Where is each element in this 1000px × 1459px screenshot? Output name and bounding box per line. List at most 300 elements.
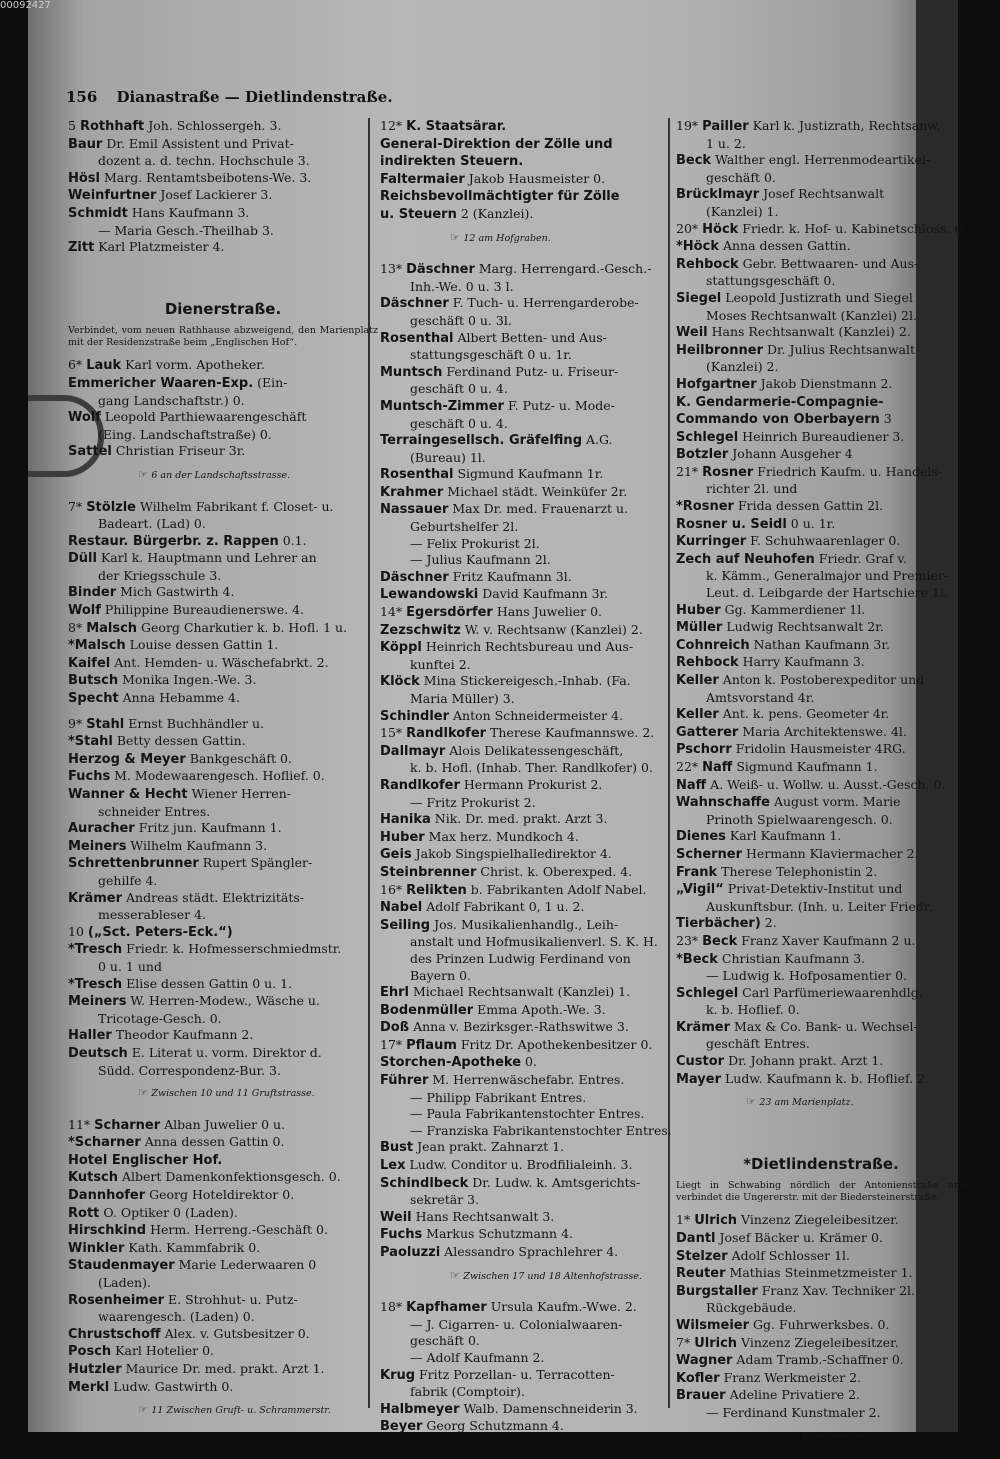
entry-name: *Beck	[676, 951, 718, 967]
entry-details: Fritz Dr. Apothekenbesitzer 0.	[460, 1036, 653, 1052]
directory-entry	[676, 533, 966, 551]
entry-name: Tierbächer)	[676, 916, 761, 932]
entry-details: Franz Xaver Kaufmann 2 u.	[741, 932, 916, 948]
cross-reference	[68, 467, 378, 485]
directory-entry	[380, 1019, 685, 1037]
entry-name: Baur	[68, 136, 103, 152]
entry-details: Gebr. Bettwaaren- und Aus-	[742, 255, 919, 271]
cross-reference	[68, 1402, 378, 1420]
entry-continuation: Tricotage-Gesch. 0.	[98, 1010, 222, 1026]
entry-details: Markus Schutzmann 4.	[426, 1226, 573, 1242]
pointing-hand-icon: ☞	[450, 1268, 464, 1282]
entry-details: Adeline Privatiere 2.	[729, 1387, 860, 1403]
entry-continuation: k. Kämm., Generalmajor und Premier-	[706, 568, 949, 584]
entry-continuation: geschäft 0 u. 4.	[410, 415, 508, 431]
directory-entry	[676, 706, 966, 724]
directory-entry	[68, 602, 378, 620]
directory-entry	[68, 993, 378, 1011]
entry-details: Michael Rechtsanwalt (Kanzlei) 1.	[413, 984, 631, 1000]
entry-name: u. Steuern	[380, 206, 457, 222]
entry-details: Christian Kaufmann 3.	[721, 950, 866, 966]
entry-name: Specht	[68, 691, 119, 707]
entry-details: Anna v. Bezirksger.-Rathswitwe 3.	[413, 1019, 629, 1035]
entry-details: M. Herrenwäschefabr. Entres.	[432, 1072, 625, 1088]
entry-name: Nabel	[380, 900, 423, 916]
street-description: Liegt in Schwabing nördlich der Antonienstraße und verbindet die Ungererstr. mit der Biedersteinerstraße.	[676, 1180, 966, 1204]
entry-name: Krahmer	[380, 484, 444, 500]
entry-details: Theodor Kaufmann 2.	[115, 1027, 254, 1043]
entry-details: Marg. Rentamtsbeibotens-We. 3.	[104, 169, 312, 185]
directory-entry	[380, 864, 685, 882]
entry-details: Ludw. Conditor u. Brodfilialeinh. 3.	[409, 1157, 633, 1173]
entry-name: Scherner	[676, 846, 743, 862]
entry-name: Bodenmüller	[380, 1002, 474, 1018]
directory-entry	[676, 516, 966, 534]
entry-details: A. Weiß- u. Wollw. u. Ausst.-Gesch. 0.	[710, 776, 946, 792]
entry-name: Mayer	[676, 1071, 722, 1087]
entry-name: Hofgartner	[676, 376, 757, 392]
cross-reference-text: Zwischen 10 und 11 Gruftstrasse.	[151, 1088, 315, 1100]
entry-name: Rehbock	[676, 655, 739, 671]
entry-name: Ulrich	[694, 1213, 738, 1229]
entry-continuation: Moses Rechtsanwalt (Kanzlei) 2l.	[706, 307, 917, 323]
directory-entry	[676, 464, 966, 482]
entry-name: Führer	[380, 1073, 429, 1089]
directory-entry	[68, 637, 378, 655]
page-header	[66, 88, 393, 106]
directory-entry	[676, 672, 966, 690]
entry-name: Sattel	[68, 444, 112, 460]
entry-name: Nassauer	[380, 502, 449, 518]
entry-continuation: Südd. Correspondenz-Bur. 3.	[98, 1062, 281, 1078]
house-number: 16*	[380, 881, 403, 897]
entry-name: Malsch	[86, 620, 138, 636]
directory-entry	[68, 1169, 378, 1187]
entry-details: Fritz jun. Kaufmann 1.	[138, 820, 282, 836]
directory-entry	[380, 1299, 685, 1317]
directory-entry	[68, 499, 378, 517]
directory-entry	[380, 586, 685, 604]
entry-continuation: Amtsvorstand 4r.	[706, 689, 815, 705]
directory-entry	[68, 768, 378, 786]
entry-name: Brücklmayr	[676, 187, 760, 203]
directory-entry	[676, 741, 966, 759]
entry-name: Naff	[702, 759, 733, 775]
entry-continuation: — Felix Prokurist 2l.	[410, 535, 540, 551]
directory-entry	[380, 984, 685, 1002]
entry-details: Privat-Detektiv-Institut und	[727, 881, 903, 897]
entry-name: Deutsch	[68, 1045, 128, 1061]
entry-name: Müller	[676, 620, 723, 636]
entry-details: Marg. Herrengard.-Gesch.-	[478, 261, 652, 277]
entry-continuation: anstalt und Hofmusikalienverl. S. K. H.	[410, 934, 658, 950]
house-number: 11*	[68, 1116, 91, 1132]
entry-name: Gatterer	[676, 724, 739, 740]
entry-name: Merkl	[68, 1379, 110, 1395]
entry-details: Hans Rechtsanwalt 3.	[415, 1208, 555, 1224]
entry-details: Anna Hebamme 4.	[122, 690, 240, 706]
directory-entry	[676, 186, 966, 204]
directory-entry	[380, 398, 685, 416]
entry-name: Köppl	[380, 640, 422, 656]
entry-name: Rosner u. Seidl	[676, 516, 787, 532]
directory-entry	[68, 672, 378, 690]
entry-name: Beck	[676, 153, 712, 169]
entry-continuation: sekretär 3.	[410, 1192, 480, 1208]
entry-details: Walb. Damenschneiderin 3.	[463, 1400, 638, 1416]
entry-details: Leopold Parthiewaarengeschäft	[104, 409, 307, 425]
entry-continuation: stattungsgeschäft 0.	[706, 273, 836, 289]
entry-name: Schlegel	[676, 985, 739, 1001]
directory-entry	[68, 1027, 378, 1045]
entry-details: Max & Co. Bank- u. Wechsel-	[734, 1018, 918, 1034]
entry-name: *Scharner	[68, 1135, 141, 1151]
entry-details: F. Putz- u. Mode-	[507, 397, 615, 413]
directory-entry	[380, 1226, 685, 1244]
cross-reference	[380, 1268, 685, 1286]
spacer	[68, 708, 378, 716]
directory-entry	[380, 1054, 685, 1072]
directory-entry	[676, 724, 966, 742]
entry-details: David Kaufmann 3r.	[482, 586, 609, 602]
entry-name: indirekten Steuern.	[380, 154, 524, 170]
entry-details: Emma Apoth.-We. 3.	[477, 1001, 606, 1017]
entry-continuation: geschäft 0 u. 4.	[410, 381, 508, 397]
directory-entry	[676, 1317, 966, 1335]
house-number: 6*	[68, 357, 83, 373]
entry-details: Dr. Emil Assistent und Privat-	[106, 135, 294, 151]
entry-name: Ehrl	[380, 985, 410, 1001]
directory-entry	[380, 261, 685, 279]
entry-details: Elise dessen Gattin 0 u. 1.	[126, 975, 293, 991]
house-number: 18*	[380, 1299, 403, 1315]
entry-continuation: — Franziska Fabrikantenstochter Entres.	[410, 1122, 672, 1138]
entry-name: Kaifel	[68, 655, 111, 671]
entry-name: Kurringer	[676, 534, 747, 550]
entry-details: Andreas städt. Elektrizitäts-	[126, 889, 304, 905]
entry-details: Herm. Herreng.-Geschäft 0.	[150, 1222, 328, 1238]
entry-continuation: gehilfe 4.	[98, 872, 158, 888]
entry-name: Restaur. Bürgerbr. z. Rappen	[68, 533, 279, 549]
entry-details: Therese Kaufmannswe. 2.	[490, 725, 655, 741]
entry-continuation: — Ferdinand Kunstmaler 2.	[706, 1404, 881, 1420]
directory-entry	[68, 690, 378, 708]
entry-name: Ulrich	[694, 1335, 738, 1351]
directory-entry	[380, 622, 685, 640]
house-number: 7*	[676, 1334, 691, 1350]
entry-name: Dienes	[676, 829, 726, 845]
entry-details: O. Optiker 0 (Laden).	[103, 1204, 238, 1220]
entry-name: Dallmayr	[380, 743, 446, 759]
entry-name: *Tresch	[68, 942, 123, 958]
entry-continuation: Auskunftsbur. (Inh. u. Leiter Friedr.	[706, 898, 933, 914]
directory-entry	[676, 794, 966, 812]
entry-continuation: — Ludwig k. Hofposamentier 0.	[706, 968, 908, 984]
directory-entry	[676, 654, 966, 672]
entry-name: Stahl	[86, 716, 125, 732]
entry-details: Kath. Kammfabrik 0.	[128, 1239, 261, 1255]
house-number: 15*	[380, 725, 403, 741]
entry-name: Däschner	[406, 262, 475, 278]
entry-details: Vinzenz Ziegeleibesitzer.	[741, 1212, 899, 1228]
entry-details: August vorm. Marie	[773, 794, 901, 810]
directory-entry	[676, 411, 966, 429]
directory-entry	[68, 170, 378, 188]
directory-entry	[380, 917, 685, 935]
entry-name: Wanner & Hecht	[68, 787, 188, 802]
entry-continuation: geschäft 0.	[410, 1333, 480, 1349]
entry-name: Fuchs	[68, 769, 111, 785]
entry-details: Jakob Singspielhalledirektor 4.	[415, 846, 612, 862]
house-number: 8*	[68, 619, 83, 635]
directory-entry	[68, 584, 378, 602]
entry-details: Fritz Kaufmann 3l.	[452, 568, 572, 584]
directory-entry	[380, 1139, 685, 1157]
cross-reference-text: 23 am Marienplatz.	[759, 1097, 854, 1109]
directory-entry	[676, 637, 966, 655]
entry-details: Adam Tramb.-Schaffner 0.	[736, 1352, 904, 1368]
entry-name: Steinbrenner	[380, 864, 477, 880]
pointing-hand-icon: ☞	[138, 467, 152, 481]
entry-name: Siegel	[676, 290, 722, 306]
entry-details: Jos. Musikalienhandlg., Leih-	[434, 916, 619, 932]
directory-entry	[380, 364, 685, 382]
entry-name: Rehbock	[676, 256, 739, 272]
directory-entry	[68, 1117, 378, 1135]
entry-name: Paoluzzi	[380, 1245, 441, 1260]
directory-entry	[68, 1152, 378, 1170]
entry-details: Heinrich Bureaudiener 3.	[742, 428, 905, 444]
entry-details: Wilhelm Kaufmann 3.	[130, 837, 268, 853]
page-number: 156	[66, 88, 98, 106]
entry-details: Hans Juwelier 0.	[496, 604, 603, 620]
entry-continuation: Leut. d. Leibgarde der Hartschiere 1l.	[706, 585, 948, 601]
entry-details: Albert Betten- und Aus-	[457, 329, 607, 345]
entry-details: Harry Kaufmann 3.	[742, 654, 865, 670]
house-number: 17*	[380, 1036, 403, 1052]
entry-name: Huber	[380, 829, 425, 845]
entry-name: Schindler	[380, 708, 450, 724]
pointing-hand-icon: ☞	[450, 230, 464, 244]
entry-details: Walther engl. Herrenmodeartikel-	[715, 152, 931, 168]
entry-continuation: waarengesch. (Laden) 0.	[98, 1309, 255, 1325]
directory-entry	[676, 342, 966, 360]
directory-entry	[380, 673, 685, 691]
entry-details: Nik. Dr. med. prakt. Arzt 3.	[434, 811, 608, 827]
entry-details: Jean prakt. Zahnarzt 1.	[417, 1139, 565, 1155]
directory-entry	[68, 1257, 378, 1275]
cross-reference	[676, 1428, 966, 1446]
entry-details: Josef Rechtsanwalt	[763, 186, 885, 202]
directory-entry	[68, 716, 378, 734]
pointing-hand-icon: ☞	[138, 1086, 152, 1100]
entry-details: Karl k. Justizrath, Rechtsanw.	[752, 118, 941, 133]
entry-name: Wilsmeier	[676, 1318, 750, 1333]
entry-continuation: 1 u. 2.	[706, 135, 746, 151]
entry-name: Rosenheimer	[68, 1292, 165, 1308]
directory-entry	[68, 1240, 378, 1258]
entry-name: Hösl	[68, 170, 101, 186]
entry-name: Muntsch	[380, 364, 443, 380]
entry-name: Auracher	[68, 821, 135, 837]
entry-name: Emmericher Waaren-Exp.	[68, 375, 254, 391]
directory-entry	[68, 1361, 378, 1379]
entry-continuation: Geburtshelfer 2l.	[410, 519, 519, 535]
directory-entry	[380, 604, 685, 622]
entry-details: Friedr. Graf v.	[818, 550, 907, 566]
directory-entry	[380, 188, 685, 206]
directory-entry	[676, 429, 966, 447]
entry-continuation: (Laden).	[98, 1275, 151, 1291]
entry-details: Fritz Porzellan- u. Terracotten-	[419, 1366, 615, 1382]
entry-details: Dr. Ludw. k. Amtsgerichts-	[472, 1174, 641, 1190]
entry-name: Hirschkind	[68, 1223, 147, 1239]
entry-details: Karl vorm. Apotheker.	[125, 357, 265, 373]
entry-continuation: — Adolf Kaufmann 2.	[410, 1349, 545, 1365]
directory-entry	[380, 153, 685, 171]
directory-entry	[676, 846, 966, 864]
entry-name: Rosner	[702, 464, 754, 480]
house-number: 19*	[676, 118, 699, 133]
directory-entry	[676, 1370, 966, 1388]
entry-name: Rott	[68, 1205, 100, 1221]
entry-details: Sigmund Kaufmann 1.	[736, 758, 878, 774]
directory-entry	[68, 118, 378, 136]
entry-details: (Ein-	[257, 374, 288, 390]
house-number: 13*	[380, 261, 403, 277]
directory-entry	[676, 759, 966, 777]
directory-entry	[676, 394, 966, 412]
entry-continuation: (Eing. Landschaftstraße) 0.	[98, 426, 272, 442]
house-number: 10	[68, 923, 84, 939]
directory-entry	[676, 915, 966, 933]
entry-details: Mich Gastwirth 4.	[120, 584, 235, 600]
entry-name: Krug	[380, 1367, 416, 1383]
entry-details: Karl Hotelier 0.	[115, 1343, 215, 1359]
directory-entry	[676, 221, 966, 239]
entry-details: Rupert Spängler-	[202, 855, 313, 871]
entry-name: Hotel Englischer Hof.	[68, 1152, 223, 1168]
directory-entry	[676, 1019, 966, 1037]
directory-entry	[676, 602, 966, 620]
entry-details: Sigmund Kaufmann 1r.	[457, 466, 604, 482]
entry-details: Anna dessen Gattin.	[722, 238, 851, 254]
entry-details: Ludw. Kaufmann k. b. Hoflief. 2.	[725, 1070, 930, 1086]
directory-entry	[676, 1283, 966, 1301]
directory-entry	[380, 1175, 685, 1193]
directory-entry	[676, 1248, 966, 1266]
directory-entry	[676, 1387, 966, 1405]
entry-name: Pschorr	[676, 742, 732, 758]
entry-details: Christ. k. Oberexped. 4.	[480, 863, 633, 879]
entry-details: Wiener Herren-	[191, 786, 291, 801]
entry-details: Anna dessen Gattin 0.	[144, 1134, 285, 1150]
entry-details: Karl Platzmeister 4.	[98, 239, 225, 255]
directory-entry	[68, 1326, 378, 1344]
entry-details: Adolf Fabrikant 0, 1 u. 2.	[426, 899, 585, 915]
directory-entry	[68, 733, 378, 751]
entry-details: Leopold Justizrath und Siegel	[725, 289, 913, 305]
entry-details: Alex. v. Gutsbesitzer 0.	[164, 1325, 310, 1341]
entry-name: Binder	[68, 585, 117, 601]
directory-entry	[380, 1157, 685, 1175]
entry-details: Mathias Steinmetzmeister 1.	[729, 1265, 913, 1281]
directory-entry	[68, 187, 378, 205]
entry-details: Alban Juwelier 0 u.	[164, 1116, 286, 1132]
directory-entry	[380, 1072, 685, 1090]
entry-continuation: fabrik (Comptoir).	[410, 1384, 525, 1400]
entry-continuation: Maria Müller) 3.	[410, 691, 515, 706]
entry-details: Alessandro Sprachlehrer 4.	[444, 1244, 619, 1259]
entry-name: Naff	[676, 777, 707, 793]
entry-name: Lauk	[86, 358, 122, 374]
entry-details: Mina Stickereigesch.-Inhab. (Fa.	[423, 673, 631, 689]
directory-entry	[380, 1418, 685, 1436]
house-number: 7*	[68, 498, 83, 514]
entry-name: Herzog & Meyer	[68, 751, 186, 767]
book-page	[28, 0, 967, 1442]
house-number: 9*	[68, 715, 83, 731]
entry-continuation: Inh.-We. 0 u. 3 l.	[410, 278, 514, 294]
entry-details: Friedrich Kaufm. u. Handels-	[757, 463, 943, 479]
entry-name: Beck	[702, 933, 738, 949]
entry-details: Philippine Bureaudienerswe. 4.	[104, 602, 305, 618]
directory-entry	[380, 829, 685, 847]
entry-details: Jakob Dienstmann 2.	[760, 375, 893, 391]
entry-name: Seiling	[380, 917, 431, 933]
entry-continuation: messerableser 4.	[98, 907, 206, 923]
directory-entry	[676, 446, 966, 464]
directory-entry	[676, 256, 966, 274]
house-number: 23*	[676, 932, 699, 948]
entry-name: Krämer	[676, 1019, 731, 1035]
entry-name: Storchen-Apotheke	[380, 1055, 522, 1071]
entry-continuation: der Kriegsschule 3.	[98, 567, 222, 583]
column-right	[676, 118, 966, 1459]
directory-entry	[68, 357, 378, 375]
entry-continuation: schneider Entres.	[98, 803, 211, 819]
entry-details: Anton k. Postoberexpeditor und	[722, 672, 925, 687]
entry-details: Karl Kaufmann 1.	[729, 828, 842, 844]
entry-continuation: Rückgebäude.	[706, 1300, 797, 1316]
entry-continuation: Prinoth Spielwaarengesch. 0.	[706, 811, 893, 827]
directory-entry	[676, 619, 966, 637]
directory-entry	[380, 1002, 685, 1020]
directory-entry	[676, 1230, 966, 1248]
street-heading: Dienerstraße.	[164, 299, 282, 318]
entry-name: Egersdörfer	[406, 605, 493, 621]
entry-name: *Malsch	[68, 638, 126, 654]
entry-name: Düll	[68, 551, 97, 567]
directory-entry	[380, 136, 685, 154]
entry-details: Dr. Julius Rechtsanwalt	[766, 341, 916, 357]
pointing-hand-icon: ☞	[746, 1095, 760, 1109]
directory-entry	[68, 1205, 378, 1223]
entry-details: Marie Lederwaaren 0	[178, 1257, 317, 1273]
directory-entry	[68, 1343, 378, 1361]
cross-reference-text: 7 an der Kunigundenstrasse.	[759, 1430, 899, 1442]
cross-reference-text: 6 an der Landschaftsstrasse.	[151, 469, 291, 481]
entry-name: Hutzler	[68, 1362, 122, 1377]
directory-entry	[676, 152, 966, 170]
entry-name: Bust	[380, 1140, 414, 1156]
entry-name: Meiners	[68, 994, 127, 1010]
entry-details: Josef Lackierer 3.	[160, 187, 273, 203]
cross-reference	[676, 1094, 966, 1112]
entry-details: Hans Kaufmann 3.	[131, 204, 250, 220]
entry-name: Höck	[702, 221, 739, 237]
page-title: Dianastraße — Dietlindenstraße.	[116, 88, 393, 106]
